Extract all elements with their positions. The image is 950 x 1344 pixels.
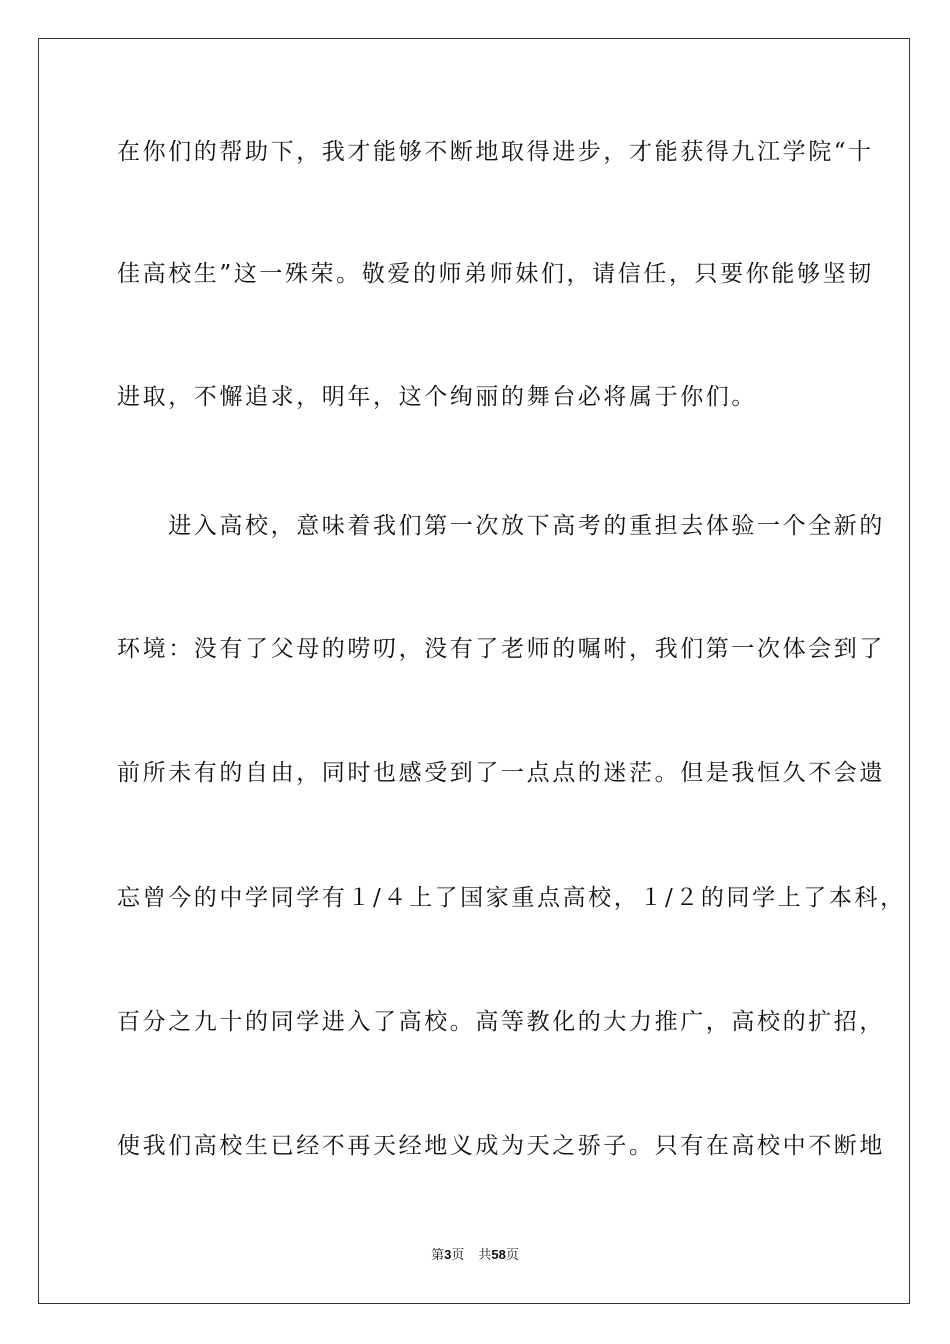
text-line-6: 前所未有的自由，同时也感受到了一点点的迷茫。但是我恒久不会遗: [117, 760, 885, 786]
text-line-3: 进取，不懈追求，明年，这个绚丽的舞台必将属于你们。: [117, 384, 757, 410]
total-suffix: 页: [505, 1248, 519, 1263]
text-line-8: 百分之九十的同学进入了高校。高等教化的大力推广，高校的扩招，: [117, 1009, 885, 1035]
text-line-2: 佳高校生”这一殊荣。敬爱的师弟师妹们，请信任，只要你能够坚韧: [117, 261, 874, 287]
text-line-9: 使我们高校生已经不再天经地义成为天之骄子。只有在高校中不断地: [117, 1133, 885, 1159]
page-border: [38, 38, 910, 1304]
total-prefix: 共: [478, 1248, 492, 1263]
page-number: 3: [444, 1247, 452, 1262]
text-line-1: 在你们的帮助下，我才能够不断地取得进步，才能获得九江学院“十: [117, 139, 874, 165]
text-line-4: 进入高校，意味着我们第一次放下高考的重担去体验一个全新的: [117, 513, 885, 539]
page-suffix: 页: [451, 1248, 465, 1263]
text-line-5: 环境：没有了父母的唠叨，没有了老师的嘱咐，我们第一次体会到了: [117, 636, 885, 662]
text-line-7: 忘曾今的中学同学有１/４上了国家重点高校，１/２的同学上了本科，: [117, 885, 906, 911]
page-footer: [0, 1246, 950, 1265]
page-prefix: 第: [431, 1248, 445, 1263]
total-pages: 58: [491, 1247, 506, 1262]
